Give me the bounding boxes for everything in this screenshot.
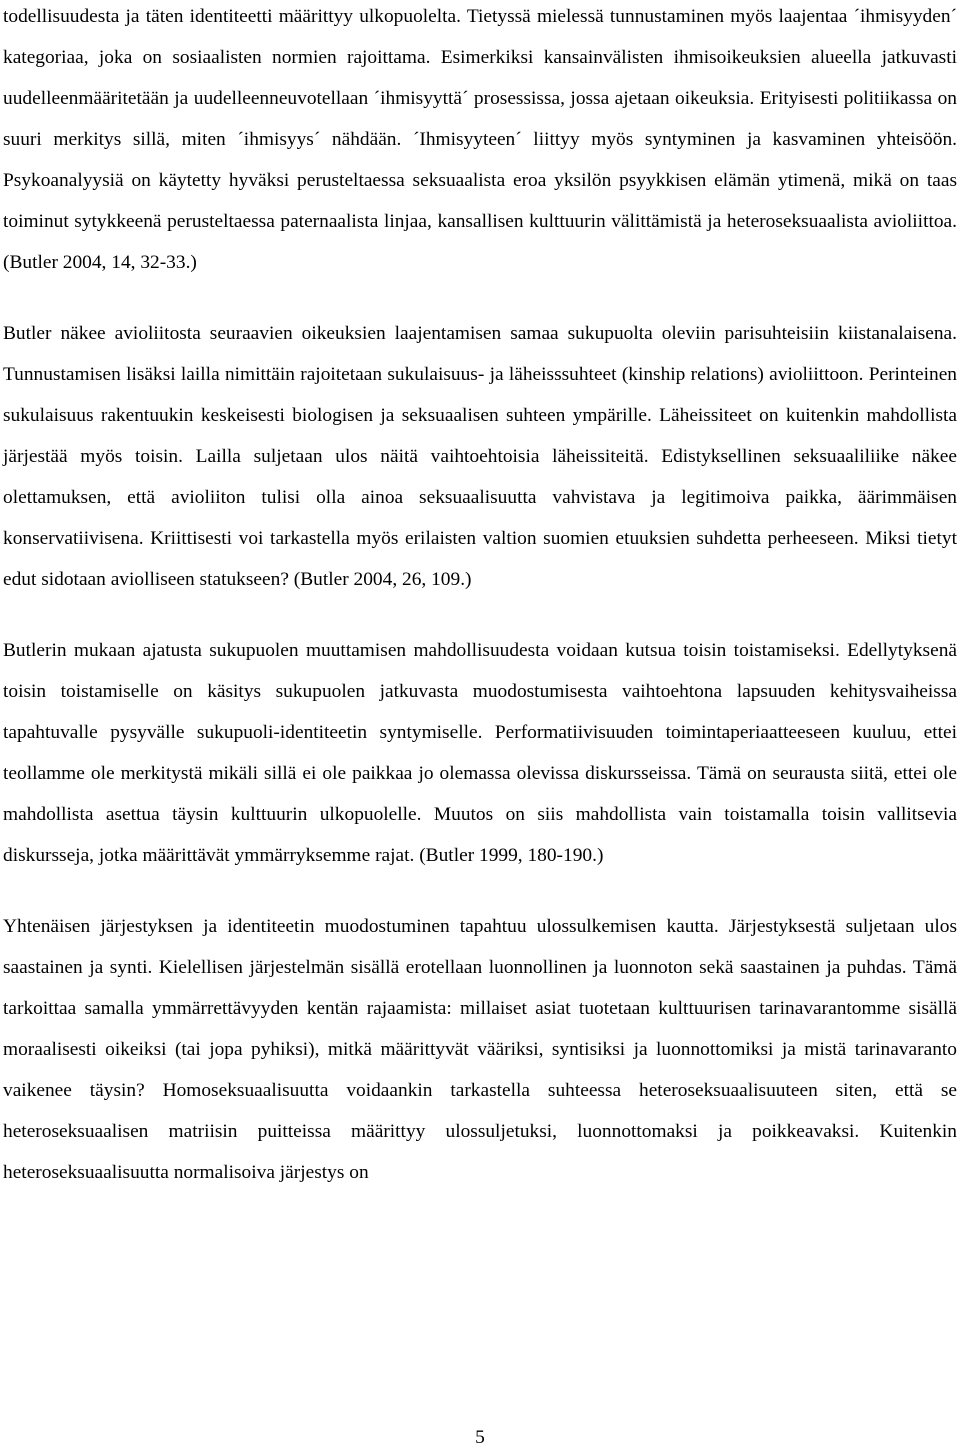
paragraph-4: Yhtenäisen järjestyksen ja identiteetin muodostuminen tapahtuu ulossulkemisen kautta. Järjestyksestä suljetaan ulos saastainen ja synti. Kielellisen järjestelmän sisällä erotellaan luonnollinen ja luonnoton sekä saastainen ja puhdas. Tämä tarkoittaa samalla ymmärrettävyyden kentän rajaamista: millaiset asiat tuotetaan kulttuurisen tarinavarantomme sisällä moraalisesti oikeiksi (tai jopa pyhiksi), mitkä määrittyvät vääriksi, syntisiksi ja luonnottomiksi ja mistä tarinavaranto vaikenee täysin? Homoseksuaalisuutta voidaankin tarkastella suhteessa heteroseksuaalisuuteen siten, että se heteroseksuaalisen matriisin puitteissa määrittyy ulossuljetuksi, luonnottomaksi ja poikkeavaksi. Kuitenkin heteroseksuaalisuutta normalisoiva järjestys on xyxy=(3,916,957,1183)
paragraph-2: Butler näkee avioliitosta seuraavien oikeuksien laajentamisen samaa sukupuolta oleviin parisuhteisiin kiistanalaisena. Tunnustamisen lisäksi lailla nimittäin rajoitetaan sukulaisuus- ja läheisssuhteet (kinship relations) avioliittoon. Perinteinen sukulaisuus rakentuukin keskeisesti biologisen ja seksuaalisen suhteen ympärille. Läheissiteet on kuitenkin mahdollista järjestää myös toisin. Lailla suljetaan ulos näitä vaihtoehtoisia läheissiteitä. Edistyksellinen seksuaaliliike näkee olettamuksen, että avioliiton tulisi olla ainoa seksuaalisuutta vahvistava ja legitimoiva paikka, äärimmäisen konservatiivisena. Kriittisesti voi tarkastella myös erilaisten valtion suomien etuuksien suhdetta perheeseen. Miksi tietyt edut sidotaan aviolliseen statukseen? (Butler 2004, 26, 109.) xyxy=(3,323,957,590)
document-page xyxy=(3,0,957,1193)
page-number: 5 xyxy=(475,1427,485,1448)
paragraph-1: todellisuudesta ja täten identiteetti määrittyy ulkopuolelta. Tietyssä mielessä tunnustaminen myös laajentaa ´ihmisyyden´ kategoriaa, joka on sosiaalisten normien rajoittama. Esimerkiksi kansainvälisten ihmisoikeuksien alueella jatkuvasti uudelleenmääritetään ja uudelleenneuvotellaan ´ihmisyyttä´ prosessissa, jossa ajetaan oikeuksia. Erityisesti politiikassa on suuri merkitys sillä, miten ´ihmisyys´ nähdään. ´Ihmisyyteen´ liittyy myös syntyminen ja kasvaminen yhteisöön. Psykoanalyysiä on käytetty hyväksi perusteltaessa seksuaalista eroa yksilön psyykkisen elämän ytimenä, mikä on taas toiminut sytykkeenä perusteltaessa paternaalista linjaa, kansallisen kulttuurin välittämistä ja heteroseksuaalista avioliittoa. (Butler 2004, 14, 32-33.) xyxy=(3,6,957,273)
paragraph-3: Butlerin mukaan ajatusta sukupuolen muuttamisen mahdollisuudesta voidaan kutsua toisin toistamiseksi. Edellytyksenä toisin toistamiselle on käsitys sukupuolen jatkuvasta muodostumisesta vaihtoehtona lapsuuden kehitysvaiheissa tapahtuvalle pysyvälle sukupuoli-identiteetin syntymiselle. Performatiivisuuden toimintaperiaatteeseen kuuluu, ettei teollamme ole merkitystä mikäli sillä ei ole paikkaa jo olemassa olevissa diskursseissa. Tämä on seurausta siitä, ettei ole mahdollista asettua täysin kulttuurin ulkopuolelle. Muutos on siis mahdollista vain toistamalla toisin vallitsevia diskursseja, jotka määrittävät ymmärryksemme rajat. (Butler 1999, 180-190.) xyxy=(3,640,957,866)
